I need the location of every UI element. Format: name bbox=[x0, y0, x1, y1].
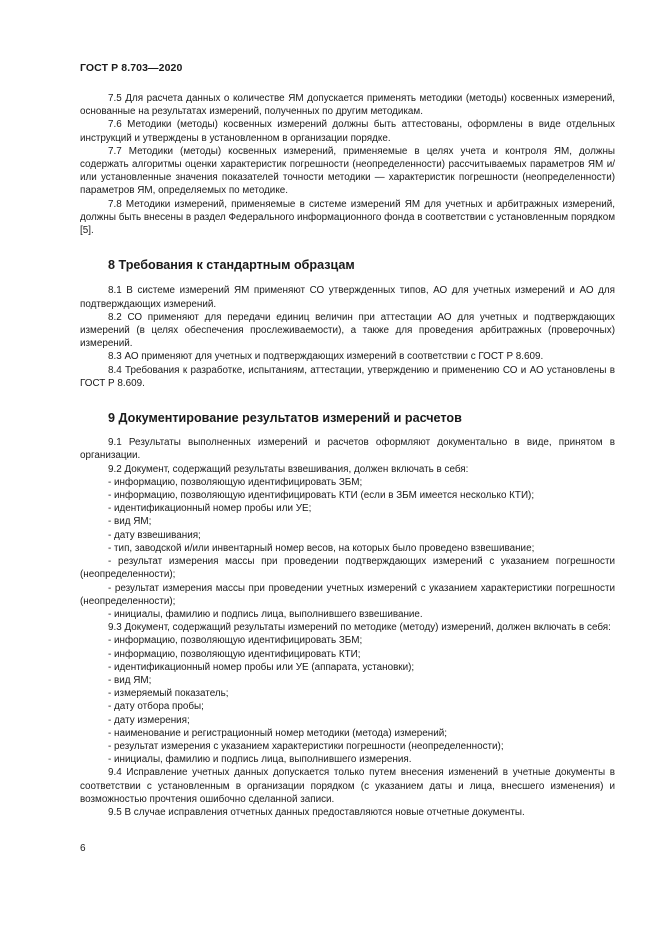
list-item-9-3: - инициалы, фамилию и подпись лица, выполнившего измерения. bbox=[108, 754, 412, 766]
list-item-9-3: - измеряемый показатель; bbox=[108, 688, 229, 700]
list-item-9-2: - информацию, позволяющую идентифицировать КТИ (если в ЗБМ имеется несколько КТИ); bbox=[108, 490, 535, 502]
list-item-9-2: - тип, заводской и/или инвентарный номер весов, на которых было проведено взвешивание; bbox=[108, 542, 535, 554]
list-item-9-2: - результат измерения массы при проведении учетных измерений с указанием характеристики погрешности (неопределенности); bbox=[80, 582, 615, 607]
section-8-heading: 8 Требования к стандартным образцам bbox=[108, 258, 355, 273]
paragraph-8-1: 8.1 В системе измерений ЯМ применяют СО утвержденных типов, АО для учетных измерений и АО для подтверждающих измерений. bbox=[80, 285, 615, 310]
paragraph-9-2: 9.2 Документ, содержащий результаты взвешивания, должен включать в себя: bbox=[108, 463, 469, 475]
list-item-9-3: - наименование и регистрационный номер методики (метода) измерений; bbox=[108, 727, 447, 739]
paragraph-7-7: 7.7 Методики (методы) косвенных измерений, применяемые в целях учета и контроля ЯМ, должны содержать алгоритмы оценки характеристик погрешности (неопределенности) рассчитываемых параметров ЯМ и/или установленные значения показателей точности методики — характеристик погрешности (неопределенности) параметров ЯМ, определяемых по методике. bbox=[80, 145, 615, 197]
list-item-9-2: - информацию, позволяющую идентифицировать ЗБМ; bbox=[108, 476, 363, 488]
standard-header: ГОСТ Р 8.703—2020 bbox=[80, 62, 183, 74]
list-item-9-2: - вид ЯМ; bbox=[108, 516, 152, 528]
paragraph-8-3: 8.3 АО применяют для учетных и подтверждающих измерений в соответствии с ГОСТ Р 8.609. bbox=[108, 351, 544, 363]
paragraph-7-5: 7.5 Для расчета данных о количестве ЯМ допускается применять методики (методы) косвенных измерений, основанные на результатах измерений, полученных по другим методикам. bbox=[80, 93, 615, 118]
list-item-9-2: - результат измерения массы при проведении подтверждающих измерений с указанием погрешности (неопределенности); bbox=[80, 556, 615, 581]
paragraph-9-4: 9.4 Исправление учетных данных допускается только путем внесения изменений в учетные документы в соответствии с установленным в организации порядком (с указанием даты и лица, внесшего изменения) и возможностью прочтения ошибочно сделанной записи. bbox=[80, 767, 615, 805]
paragraph-8-2: 8.2 СО применяют для передачи единиц величин при аттестации АО для учетных и подтверждающих измерений (в целях обеспечения прослеживаемости), а также для проведения арбитражных (проверочных) измерений. bbox=[80, 311, 615, 350]
paragraph-7-6: 7.6 Методики (методы) косвенных измерений должны быть аттестованы, оформлены в виде отдельных инструкций и утверждены в установленном в организации порядке. bbox=[80, 119, 615, 144]
section-9-heading: 9 Документирование результатов измерений и расчетов bbox=[108, 411, 462, 426]
list-item-9-2: - инициалы, фамилию и подпись лица, выполнившего взвешивание. bbox=[108, 608, 423, 620]
list-item-9-3: - идентификационный номер пробы или УЕ (аппарата, установки); bbox=[108, 661, 415, 673]
list-item-9-2: - идентификационный номер пробы или УЕ; bbox=[108, 503, 312, 515]
paragraph-9-1: 9.1 Результаты выполненных измерений и расчетов оформляют документально в виде, принятом в организации. bbox=[80, 437, 615, 462]
paragraph-7-8: 7.8 Методики измерений, применяемые в системе измерений ЯМ для учетных и арбитражных измерений, должны быть внесены в раздел Федерального информационного фонда в соответствии с установленным порядком [5]. bbox=[80, 198, 615, 237]
list-item-9-3: - информацию, позволяющую идентифицировать ЗБМ; bbox=[108, 635, 363, 647]
paragraph-9-5: 9.5 В случае исправления отчетных данных предоставляются новые отчетные документы. bbox=[108, 806, 525, 818]
list-item-9-3: - дату измерения; bbox=[108, 714, 190, 726]
list-item-9-2: - дату взвешивания; bbox=[108, 529, 201, 541]
list-item-9-3: - информацию, позволяющую идентифицировать КТИ; bbox=[108, 648, 361, 660]
page-number: 6 bbox=[80, 843, 86, 854]
paragraph-8-4: 8.4 Требования к разработке, испытаниям, аттестации, утверждению и применению СО и АО установлены в ГОСТ Р 8.609. bbox=[80, 364, 615, 389]
list-item-9-3: - дату отбора пробы; bbox=[108, 701, 204, 713]
paragraph-9-3: 9.3 Документ, содержащий результаты измерений по методике (методу) измерений, должен включать в себя: bbox=[108, 622, 611, 634]
page-content bbox=[80, 92, 615, 819]
list-item-9-3: - вид ЯМ; bbox=[108, 674, 152, 686]
list-item-9-3: - результат измерения с указанием характеристики погрешности (неопределенности); bbox=[108, 740, 504, 752]
